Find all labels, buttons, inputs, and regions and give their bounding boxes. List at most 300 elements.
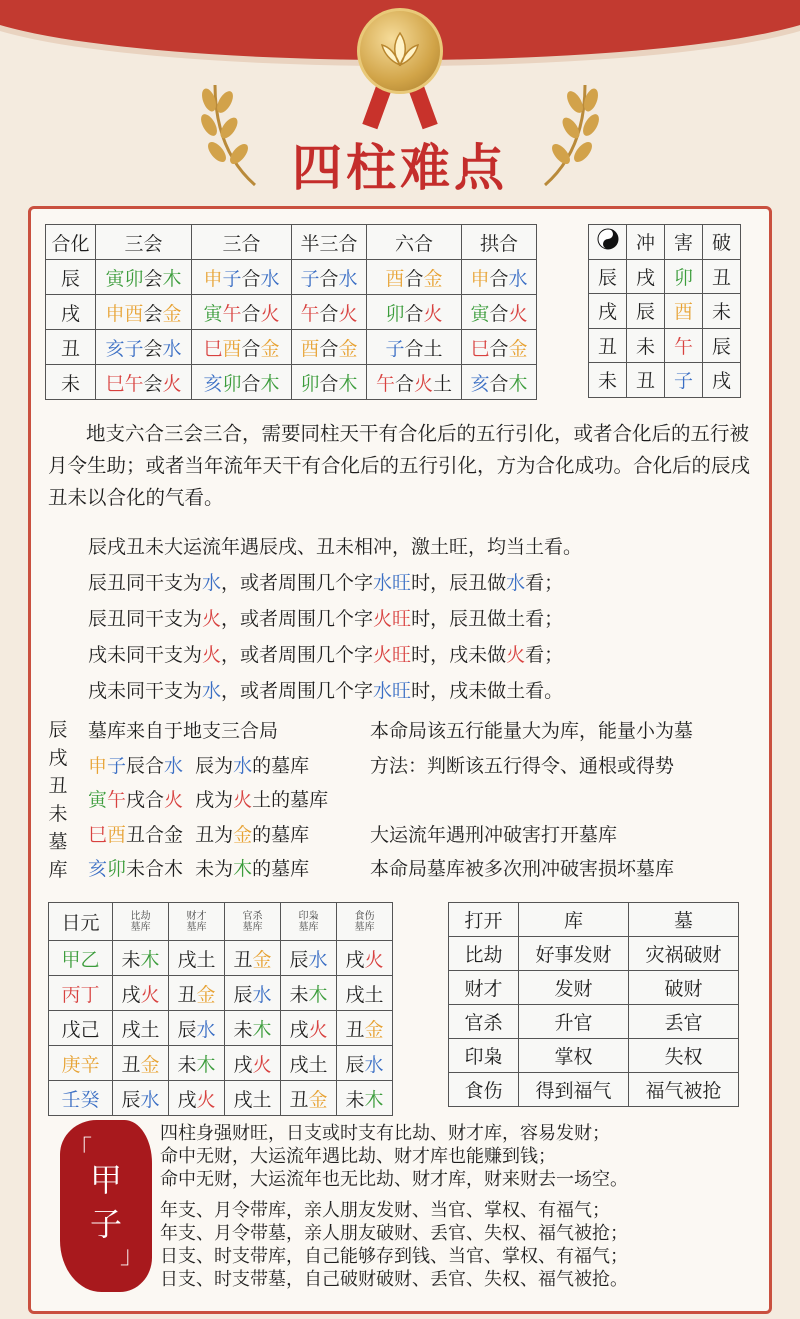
text-segment: 辰丑同干支为	[88, 608, 203, 630]
table-cell	[169, 1011, 225, 1046]
text-segment: 丑	[635, 370, 655, 393]
text-segment: 戌	[711, 370, 731, 393]
table-cell	[49, 1046, 113, 1081]
text-segment: 酉	[222, 337, 242, 360]
text-segment: 辰丑同干支为	[88, 572, 203, 594]
text-segment: 亥子	[105, 337, 144, 360]
table-cell	[665, 328, 703, 363]
text-segment: 火	[423, 302, 443, 325]
text-segment: 会	[143, 302, 163, 325]
header-text: 印枭	[298, 910, 319, 922]
stem-tomb-table	[48, 902, 393, 1116]
text-segment: 水	[140, 1088, 160, 1111]
table-row	[49, 976, 393, 1011]
table-cell	[281, 1011, 337, 1046]
table-cell	[292, 260, 367, 295]
text-segment: 看；	[525, 572, 564, 594]
text-segment: 木	[338, 372, 358, 395]
text-segment: 未	[711, 301, 731, 324]
text-segment: 合	[394, 372, 414, 395]
text-segment: 的墓库	[252, 754, 310, 777]
table-cell: 得到福气	[519, 1073, 629, 1107]
table-cell	[627, 363, 665, 398]
text-segment: 子	[222, 267, 242, 290]
text-segment: 金	[252, 948, 272, 971]
text-segment: 会	[143, 337, 163, 360]
table-cell	[589, 259, 627, 294]
table-cell	[192, 330, 292, 365]
bottom-text-line: 日支、时支带库，自己能够存到钱、当官、掌权、有福气；	[160, 1246, 628, 1267]
text-segment: 火	[202, 608, 222, 630]
text-segment: 卯	[222, 372, 242, 395]
table-cell	[225, 1081, 281, 1116]
header-text: 墓库	[130, 921, 151, 933]
table-cell	[703, 328, 741, 363]
header-cell: 半三合	[292, 225, 367, 260]
rule-line	[88, 676, 563, 703]
text-segment: 火	[260, 302, 280, 325]
text-segment: ，或者周围几个字	[221, 644, 374, 666]
text-segment: 水	[162, 337, 182, 360]
header-cell	[281, 903, 337, 941]
tomb-left-text	[88, 854, 309, 881]
text-segment: 辰	[233, 983, 253, 1006]
table-cell	[96, 365, 192, 400]
text-segment: 火	[414, 372, 434, 395]
header-cell: 墓	[629, 903, 739, 937]
table-cell	[113, 976, 169, 1011]
text-segment: 寅	[88, 789, 108, 811]
table-cell: 掌权	[519, 1039, 629, 1073]
text-segment: 戌	[289, 1018, 309, 1041]
table-cell: 食伤	[449, 1073, 519, 1107]
text-segment: 木	[260, 372, 280, 395]
table-cell	[96, 260, 192, 295]
header-cell: 拱合	[462, 225, 537, 260]
table-cell	[192, 295, 292, 330]
text-segment: 戌土	[345, 983, 384, 1006]
text-segment: 土的墓库	[252, 789, 329, 811]
text-segment: 合	[489, 337, 509, 360]
header-cell: 库	[519, 903, 629, 937]
text-segment: 午	[673, 335, 693, 358]
text-segment: 水	[202, 680, 222, 702]
text-segment: 辰	[289, 948, 309, 971]
text-segment: 火旺	[373, 608, 412, 630]
header-cell	[225, 903, 281, 941]
table-cell	[589, 328, 627, 363]
text-segment: 丑	[233, 948, 253, 971]
text-segment: 寅	[470, 302, 490, 325]
text-segment: 时，戌未做土看。	[411, 680, 564, 702]
text-segment: 辰	[635, 301, 655, 324]
table-cell	[281, 941, 337, 976]
table-row	[49, 1081, 393, 1116]
text-segment: 亥	[470, 372, 490, 395]
table-row	[589, 259, 741, 294]
table-row	[46, 365, 537, 400]
text-segment: 寅	[203, 302, 223, 325]
text-segment: 合	[404, 302, 424, 325]
text-segment: 合	[404, 267, 424, 290]
text-segment: 水	[196, 1018, 216, 1041]
text-segment: 木	[308, 983, 328, 1006]
tomb-left-text	[88, 785, 328, 812]
table-cell: 福气被抢	[629, 1073, 739, 1107]
open-tomb-table	[448, 902, 739, 1107]
clash-table	[588, 224, 741, 398]
table-cell	[225, 1011, 281, 1046]
table-row	[449, 1039, 739, 1073]
text-segment: 辰	[177, 1018, 197, 1041]
table-cell: 升官	[519, 1005, 629, 1039]
text-segment: 水	[338, 267, 358, 290]
table-cell	[292, 295, 367, 330]
header-text: 墓库	[186, 921, 207, 933]
text-segment: 亥	[203, 372, 223, 395]
text-segment: 木	[252, 1018, 272, 1041]
branch-cell: 辰	[46, 260, 96, 295]
text-segment: 戌	[233, 1053, 253, 1076]
medal-icon	[357, 8, 443, 94]
text-segment: 子	[300, 267, 320, 290]
table-cell: 丢官	[629, 1005, 739, 1039]
table-cell	[337, 941, 393, 976]
text-segment: 卯	[385, 302, 405, 325]
table-cell	[703, 259, 741, 294]
header-text: 官杀	[242, 910, 263, 922]
header-cell: 打开	[449, 903, 519, 937]
text-segment: 金	[196, 983, 216, 1006]
table-cell	[169, 976, 225, 1011]
text-segment: 时，辰丑做土看；	[411, 608, 564, 630]
header-cell	[169, 903, 225, 941]
bottom-text-line: 命中无财，大运流年遇比劫、财才库也能赚到钱；	[160, 1146, 556, 1167]
text-segment: 未	[121, 948, 141, 971]
text-segment: 水	[508, 267, 528, 290]
text-segment: 戌	[635, 266, 655, 289]
table-cell	[192, 260, 292, 295]
table-row	[49, 941, 393, 976]
text-segment: 申	[88, 754, 108, 777]
table-cell: 灾祸破财	[629, 937, 739, 971]
table-cell	[292, 330, 367, 365]
text-segment: 木	[140, 948, 160, 971]
table-header-row	[449, 903, 739, 937]
text-segment: 金	[260, 337, 280, 360]
rule-line	[88, 568, 563, 595]
table-cell	[169, 1046, 225, 1081]
rule-line	[88, 604, 563, 631]
text-segment: 合	[241, 267, 261, 290]
table-cell	[49, 1081, 113, 1116]
text-segment: 戌	[597, 301, 617, 324]
table-cell	[113, 1046, 169, 1081]
text-segment: 未为	[183, 858, 234, 880]
table-cell	[462, 365, 537, 400]
text-segment: 辰	[121, 1088, 141, 1111]
table-row	[49, 1011, 393, 1046]
table-cell	[462, 295, 537, 330]
text-segment: 火旺	[373, 644, 412, 666]
table-cell	[281, 976, 337, 1011]
text-segment: 申	[203, 267, 223, 290]
table-cell	[113, 1081, 169, 1116]
table-cell	[225, 1046, 281, 1081]
text-segment: 子	[107, 754, 127, 777]
text-segment: 戌未同干支为	[88, 644, 203, 666]
table-cell	[589, 363, 627, 398]
text-segment: 丑	[177, 983, 197, 1006]
text-segment: 丑	[289, 1088, 309, 1111]
text-segment: ，或者周围几个字	[221, 680, 374, 702]
table-cell	[703, 294, 741, 329]
table-cell: 印枭	[449, 1039, 519, 1073]
text-segment: 火	[364, 948, 384, 971]
table-row	[49, 1046, 393, 1081]
header-text: 墓库	[354, 921, 375, 933]
table-cell	[96, 295, 192, 330]
text-segment: 火	[308, 1018, 328, 1041]
header-text: 食伤	[354, 910, 375, 922]
seal-stamp: 「 甲 子 」	[60, 1120, 152, 1292]
rule-line	[88, 532, 582, 559]
text-segment: 戌土	[233, 1088, 272, 1111]
text-segment: 水	[164, 754, 184, 777]
table-cell	[225, 976, 281, 1011]
table-cell	[337, 976, 393, 1011]
bottom-text-line: 四柱身强财旺，日支或时支有比劫、财才库，容易发财；	[160, 1123, 610, 1144]
text-segment: 午	[222, 302, 242, 325]
table-cell	[367, 260, 462, 295]
table-cell: 比劫	[449, 937, 519, 971]
table-cell	[665, 259, 703, 294]
text-segment: 卯	[300, 372, 320, 395]
table-cell	[225, 941, 281, 976]
text-segment: 时，戌未做	[411, 644, 507, 666]
text-segment: 合	[241, 337, 261, 360]
tomb-left-text	[88, 716, 278, 743]
table-cell	[627, 294, 665, 329]
table-row	[449, 971, 739, 1005]
text-segment: 合	[489, 372, 509, 395]
text-segment: 未	[597, 370, 617, 393]
table-cell	[337, 1081, 393, 1116]
text-segment: 合	[489, 302, 509, 325]
text-segment: 火	[140, 983, 160, 1006]
text-segment: 戌	[121, 983, 141, 1006]
text-segment: 土	[433, 372, 453, 395]
text-segment: 卯	[107, 858, 127, 880]
table-cell	[292, 365, 367, 400]
header-text: 墓库	[298, 921, 319, 933]
text-segment: ，或者周围几个字	[221, 608, 374, 630]
text-segment: 水	[506, 572, 526, 594]
table-header-row	[46, 225, 537, 260]
text-segment: 丑	[121, 1053, 141, 1076]
header-text: 墓库	[242, 921, 263, 933]
text-segment: 金	[338, 337, 358, 360]
table-row	[589, 328, 741, 363]
text-segment: 看；	[525, 644, 564, 666]
text-segment: 金	[423, 267, 443, 290]
table-cell	[113, 941, 169, 976]
text-segment: 火	[196, 1088, 216, 1111]
header-cell	[113, 903, 169, 941]
table-cell	[49, 941, 113, 976]
tomb-right-text: 方法：判断该五行得令、通根或得势	[370, 754, 675, 777]
text-segment: 木	[508, 372, 528, 395]
table-header-row	[49, 903, 393, 941]
table-cell	[462, 260, 537, 295]
text-segment: 丑	[711, 266, 731, 289]
text-segment: ，或者周围几个字	[221, 572, 374, 594]
text-segment: 戌土	[121, 1018, 160, 1041]
branch-cell: 丑	[46, 330, 96, 365]
text-segment: 戌为	[183, 789, 234, 811]
text-segment: 酉	[107, 823, 127, 846]
text-segment: 甲乙	[61, 948, 100, 971]
tomb-right-text: 大运流年遇刑冲破害打开墓库	[370, 823, 618, 846]
table-cell: 官杀	[449, 1005, 519, 1039]
text-segment: 火	[338, 302, 358, 325]
text-segment: 木	[196, 1053, 216, 1076]
table-cell	[169, 1081, 225, 1116]
text-segment: 火	[202, 644, 222, 666]
bottom-text-line: 年支、月令带墓，亲人朋友破财、丢官、失权、福气被抢；	[160, 1223, 628, 1244]
table-cell	[627, 259, 665, 294]
text-segment: 合	[319, 372, 339, 395]
table-cell	[281, 1081, 337, 1116]
table-cell	[367, 365, 462, 400]
text-segment: 木	[364, 1088, 384, 1111]
tomb-left-text	[88, 751, 309, 778]
text-segment: 金	[508, 337, 528, 360]
text-segment: 戌合	[126, 789, 165, 811]
branch-cell: 未	[46, 365, 96, 400]
tomb-side-label: 辰戌丑未墓库	[48, 719, 68, 881]
table-cell	[192, 365, 292, 400]
text-segment: 戌未同干支为	[88, 680, 203, 702]
text-segment: 子	[673, 370, 693, 393]
text-segment: 水	[233, 754, 253, 777]
text-segment: 金	[308, 1088, 328, 1111]
text-segment: 壬癸	[61, 1088, 100, 1111]
header-cell: 三合	[192, 225, 292, 260]
table-cell	[703, 363, 741, 398]
bottom-text-line: 年支、月令带库，亲人朋友发财、当官、掌权、有福气；	[160, 1200, 610, 1221]
text-segment: 巳	[88, 823, 108, 846]
text-segment: 火	[162, 372, 182, 395]
text-segment: 子	[385, 337, 405, 360]
text-segment: 丑合金	[126, 823, 184, 846]
text-segment: 戌	[345, 948, 365, 971]
header-cell: 害	[665, 225, 703, 260]
text-segment: 巳	[203, 337, 223, 360]
table-row	[449, 937, 739, 971]
text-segment: 丑	[597, 335, 617, 358]
text-segment: 水	[252, 983, 272, 1006]
text-segment: 合	[241, 302, 261, 325]
text-segment: 辰	[597, 266, 617, 289]
table-cell	[96, 330, 192, 365]
text-segment: 丙丁	[61, 983, 100, 1006]
text-segment: 金	[140, 1053, 160, 1076]
text-segment: 未	[635, 335, 655, 358]
text-segment: 戌	[177, 1088, 197, 1111]
combine-table	[45, 224, 537, 400]
bottom-text-line: 命中无财，大运流年也无比劫、财才库，财来财去一场空。	[160, 1169, 628, 1190]
header-cell: 六合	[367, 225, 462, 260]
table-cell	[113, 1011, 169, 1046]
table-row	[46, 330, 537, 365]
text-segment: 申	[470, 267, 490, 290]
text-segment: 未	[345, 1088, 365, 1111]
table-cell: 财才	[449, 971, 519, 1005]
text-segment: 丑	[345, 1018, 365, 1041]
branch-cell: 戌	[46, 295, 96, 330]
text-segment: 未合木	[126, 858, 184, 880]
header-cell: 冲	[627, 225, 665, 260]
text-segment: 合	[319, 267, 339, 290]
text-segment: 金	[364, 1018, 384, 1041]
tomb-right-text: 本命局该五行能量大为库，能量小为墓	[370, 720, 694, 742]
header-text: 财才	[186, 910, 207, 922]
header-cell	[337, 903, 393, 941]
table-row	[589, 294, 741, 329]
table-cell	[49, 1011, 113, 1046]
text-segment: 辰为	[183, 754, 234, 777]
text-segment: 亥	[88, 858, 108, 880]
text-segment: 戌土	[177, 948, 216, 971]
table-cell	[462, 330, 537, 365]
text-segment: 火	[164, 789, 184, 811]
table-cell: 失权	[629, 1039, 739, 1073]
table-cell	[665, 363, 703, 398]
table-cell	[49, 976, 113, 1011]
table-cell: 发财	[519, 971, 629, 1005]
table-cell	[665, 294, 703, 329]
text-segment: 巳	[470, 337, 490, 360]
table-cell	[281, 1046, 337, 1081]
text-segment: 墓库来自于地支三合局	[88, 720, 279, 742]
text-segment: 卯	[673, 266, 693, 289]
table-row	[46, 295, 537, 330]
header-cell: 三会	[96, 225, 192, 260]
text-segment: 合	[319, 337, 339, 360]
text-segment: 合	[489, 267, 509, 290]
text-segment: 午	[375, 372, 395, 395]
text-segment: 合	[319, 302, 339, 325]
header-cell: 合化	[46, 225, 96, 260]
text-segment: 丑为	[183, 823, 234, 846]
text-segment: 火	[252, 1053, 272, 1076]
table-cell	[589, 294, 627, 329]
tomb-right-text: 本命局墓库被多次刑冲破害损坏墓库	[370, 858, 675, 880]
text-segment: 金	[233, 823, 253, 846]
text-segment: 庚辛	[61, 1053, 100, 1076]
text-segment: 未	[289, 983, 309, 1006]
text-segment: 水	[260, 267, 280, 290]
intro-paragraph: 地支六合三会三合，需要同柱天干有合化后的五行引化，或者合化后的五行被月令生助；或者当年流年天干有合化后的五行引化，方为合化成功。合化后的辰戌丑未以合化的气看。	[48, 422, 751, 509]
text-segment: 木	[162, 267, 182, 290]
text-segment: 水旺	[373, 572, 412, 594]
text-segment: 水旺	[373, 680, 412, 702]
text-segment: 火	[508, 302, 528, 325]
text-segment: 未	[233, 1018, 253, 1041]
text-segment: 木	[233, 858, 253, 880]
header-text: 比劫	[130, 910, 151, 922]
